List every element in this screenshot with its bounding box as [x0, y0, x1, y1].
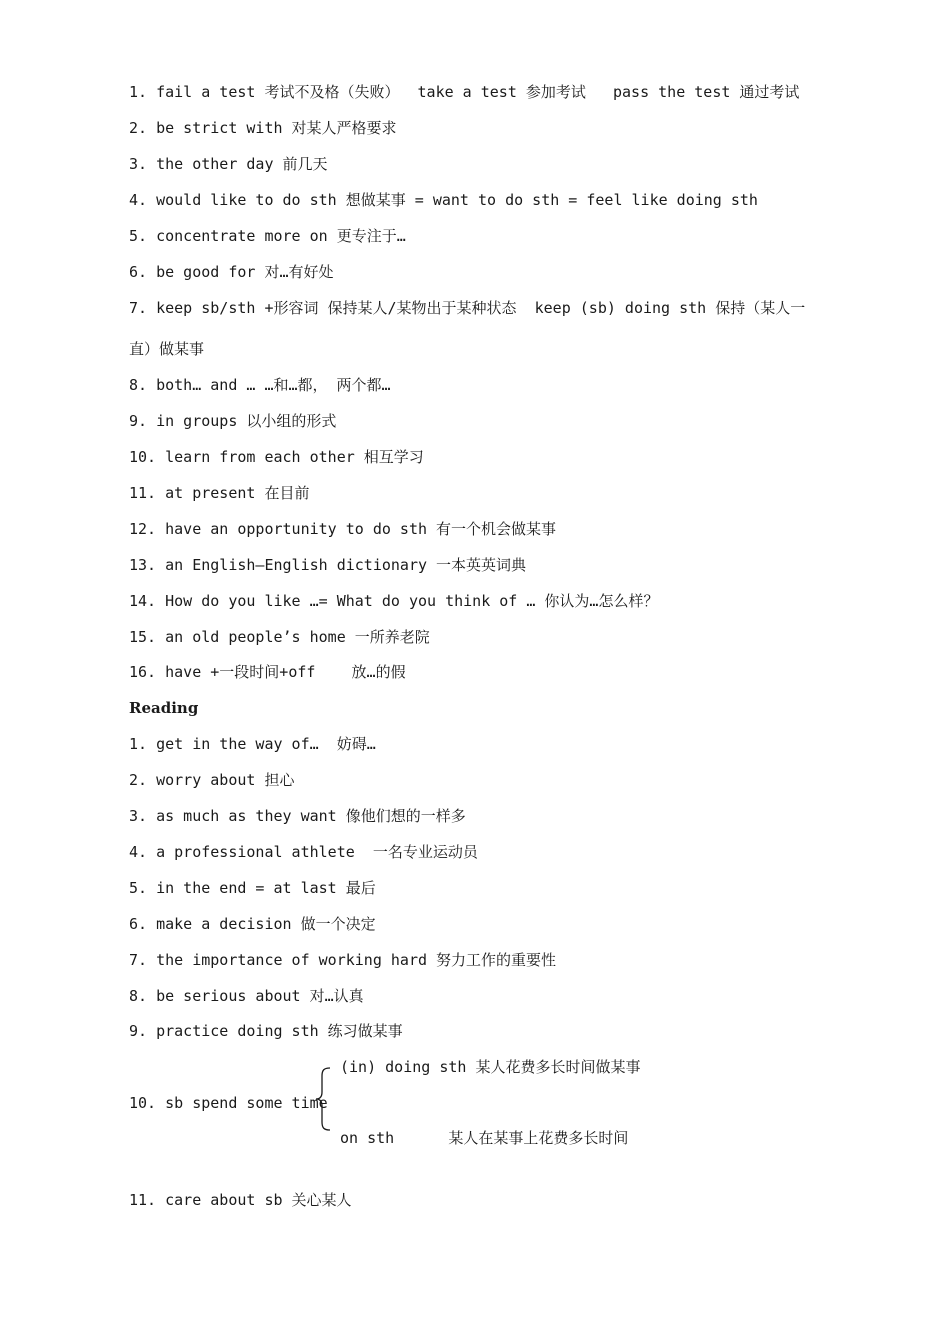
list-item: 3. as much as they want 像他们想的一样多 — [129, 807, 466, 825]
reading-heading: Reading — [129, 699, 199, 717]
list-item: 9. in groups 以小组的形式 — [129, 412, 337, 430]
list-item: 9. practice doing sth 练习做某事 — [129, 1022, 403, 1040]
spend-time-option-doing: (in) doing sth 某人花费多长时间做某事 — [340, 1058, 641, 1076]
list-item: 2. be strict with 对某人严格要求 — [129, 119, 397, 137]
list-item: 5. in the end = at last 最后 — [129, 879, 376, 897]
list-item: 10. learn from each other 相互学习 — [129, 448, 424, 466]
list-item: 11. care about sb 关心某人 — [129, 1191, 352, 1209]
list-item: 7. the importance of working hard 努力工作的重要性 — [129, 951, 557, 969]
list-item: 1. get in the way of… 妨碍… — [129, 735, 376, 753]
list-item: 8. both… and … …和…都， 两个都… — [129, 376, 391, 394]
list-item: 4. would like to do sth 想做某事 = want to do sth = feel like doing sth — [129, 191, 758, 209]
list-item: 5. concentrate more on 更专注于… — [129, 227, 406, 245]
list-item: 2. worry about 担心 — [129, 771, 295, 789]
list-item: 15. an old people’s home 一所养老院 — [129, 628, 430, 646]
list-item: 直）做某事 — [129, 340, 205, 358]
list-item: 3. the other day 前几天 — [129, 155, 328, 173]
curly-brace-icon — [314, 1066, 334, 1132]
list-item: 8. be serious about 对…认真 — [129, 987, 364, 1005]
list-item: 4. a professional athlete 一名专业运动员 — [129, 843, 478, 861]
list-item: 16. have +一段时间+off 放…的假 — [129, 663, 406, 681]
list-item: 6. make a decision 做一个决定 — [129, 915, 376, 933]
spend-time-option-on: on sth 某人在某事上花费多长时间 — [340, 1129, 629, 1147]
list-item: 12. have an opportunity to do sth 有一个机会做某事 — [129, 520, 557, 538]
list-item: 6. be good for 对…有好处 — [129, 263, 334, 281]
list-item: 14. How do you like …= What do you think of … 你认为…怎么样？ — [129, 592, 659, 610]
list-item: 13. an English—English dictionary 一本英英词典 — [129, 556, 527, 574]
list-item: 11. at present 在目前 — [129, 484, 310, 502]
list-item: 1. fail a test 考试不及格（失败） take a test 参加考试 pass the test 通过考试 — [129, 83, 800, 101]
spend-time-label: 10. sb spend some time — [129, 1094, 328, 1112]
list-item: 7. keep sb/sth +形容词 保持某人/某物出于某种状态 keep (sb) doing sth 保持（某人一 — [129, 299, 806, 317]
